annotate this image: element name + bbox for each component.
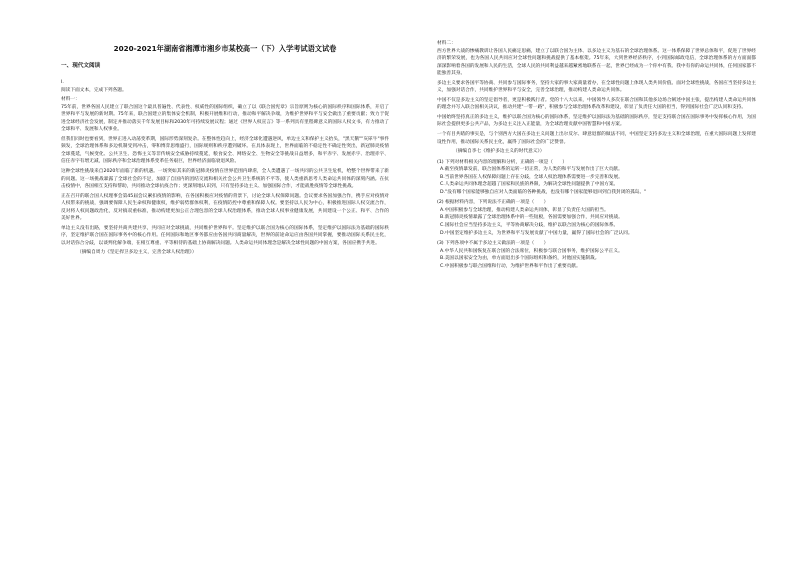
paragraph: 中国始终坚持真正的多边主义，维护以联合国为核心的国际体系，坚定维护以国际法为基础的国际秩序，坚定支持联合国在国际事务中发挥核心作用，为国际社会提供更多公共产品，为多边主义注入正能量，为全球治理贡献中国智慧和中国方案。	[437, 114, 756, 128]
question-option: C.国际社会应当坚持多边主义，平等协商解决分歧，维护以联合国为核心的国际体系。	[440, 223, 619, 229]
exam-title: 2020-2021年湖南省湘潭市湘乡市某校高一（下）入学考试语文试卷	[113, 44, 337, 53]
paragraph: 西方世界大战的惨痛教训让各国人民痛定思痛，建立了以联合国为主体、以多边主义为基石的全球治理体系。这一体系保障了世界总体和平，促进了世界经济的繁荣发展，也为各国人民共同应对全球性问题和挑战提供了基本框架。75年来，大到世界经济秩序，小到国际邮政电信，全球治理体系的方方面面都深深影响着各国的发展和人民的生活，全球人民的共同利益越来越紧密地联系在一起，世界已经成为一个你中有我、我中有你的命运共同体，任何国家都不能独善其身。	[437, 48, 756, 77]
paragraph: 单边主义没有出路，要坚持共商共建共享，共同应对全球挑战，共同维护世界和平。坚定维护以联合国为核心的国际体系，坚定维护以国际法为基础的国际秩序，坚定维护联合国在国际事务中的核心作用。任何国际和地区事务都应由各国共同商量解决，世界的前途命运应由各国共同掌握，要推动国际关系民主化，以对话弥合分歧，以谈判化解争端，在相互尊重、平等相待的基础上协商解决问题。人类命运共同体理念是解决全球性问题的中国方案，各国应携手共进。	[61, 225, 389, 246]
paragraph: 但我们同时也要看到，世界正进入动荡变革期，国际形势深刻复杂。在整体性趋向上，经济全球化遭遇逆风，单边主义和保护主义抬头，"黑天鹅""灰犀牛"事件频发，全球治理体系和多边机制受到冲击，零和博弈思维盛行，国际规则和秩序遭到破坏。在具体表现上，世界面临的不稳定性不确定性突出，新冠肺炎疫情全球蔓延，气候变化、公共卫生、恐怖主义等非传统安全威胁持续蔓延，粮食安全、网络安全、生物安全等挑战日益增多，和平赤字、发展赤字、治理赤字、信任赤字有增无减，国际秩序和全球治理体系变革任务艰巨，世界经济面临衰退风险。	[61, 136, 389, 165]
material-one-label: 材料一：	[61, 97, 80, 103]
question-stem: (1) 下列对材料相关内容的理解和分析，正确的一项是（ ）	[437, 159, 568, 165]
question-option: B.当前世界各国在人权保障问题上存在分歧，全球人权治理体系需要进一步完善和发展。	[440, 174, 623, 180]
right-page	[397, 0, 794, 562]
paragraph: 中国不仅是多边主义的坚定倡导者，更是积极践行者。党的十八大以来，中国领导人多次在联合国和其他多边场合阐述中国主张，提出构建人类命运共同体的理念并写入联合国相关决议，推动共建"一带一路"，积极参与全球治理体系改革和建设，彰显了负责任大国的担当，得到国际社会广泛认同和支持。	[437, 97, 756, 111]
question-option: B.美国以国家安全为由，单方面退出多个国际组织和条约，对他国实施制裁。	[440, 256, 600, 262]
question-stem: (2) 根据材料内容，下列说法不正确的一项是（ ）	[437, 200, 549, 206]
paragraph: 正在召开的联合国人权理事会第45届会议紧扣疫情的影响，在各国积极应对疫情的背景下，讨论全球人权保障问题。会议要求各国加强合作，携手应对疫情对人权带来的挑战，强调要保障人民生命权和健康权，维护弱势群体权利，在疫情防控中尊重和保障人权。要坚持以人民为中心，积极推进国际人权交流合作，反对将人权问题政治化，反对搞双重标准，推动构建更加公正合理包容的全球人权治理体系，推动全球人权事业健康发展，共同建设一个公正、和平、合作的美好世界。	[61, 193, 389, 222]
paragraph: 这种全球性挑战来自2020年面临了新的机遇。一场突如其来的新冠肺炎疫情在世界范围内肆虐，全人类遭遇了一场共同的公共卫生危机，给整个世界带来了新的问题。这一场挑战暴露了全球社会的不足，加剧了自国内的团结交流和相关社会公共卫生系统的不平等，使人类重新思考人类命运共同体的深刻内涵。在抗击疫情中，各国相互支持和帮助，共同推动全球抗疫合作；更深刻地认识到，只有坚持多边主义、加强国际合作，才能战胜疫情等全球性挑战。	[61, 169, 389, 190]
part-number: I.	[61, 80, 64, 85]
question-option: A.截至疫情暴发前，联合国体系的运转一切正常，为人类的和平与发展作出了巨大贡献。	[440, 167, 623, 173]
source-citation: （摘编自李七《维护多边主义的时代意义》）	[453, 149, 545, 155]
question-option: C.中国积极参与联合国维和行动，为维护世界和平作出了重要贡献。	[440, 263, 581, 269]
question-option: A.中国积极参与全球治理，推动构建人类命运共同体，彰显了负责任大国的担当。	[440, 207, 609, 213]
paragraph: 多边主义要求各国平等协商、共同参与国际事务，坚持大家的事大家商量着办，在全球性问题上体现人类共同价值。面对全球性挑战，各国应当坚持多边主义，加强对话合作，共同维护世界和平与安全，完善全球治理，推动构建人类命运共同体。	[437, 80, 756, 94]
question-option: D."没有哪个国家能够独自应对人类面临的各种挑战，也没有哪个国家能够退回到自我封闭的孤岛。"	[440, 189, 647, 195]
question-option: B.新冠肺炎疫情暴露了全球治理体系中的一些短板，各国需要加强合作，共同应对挑战。	[440, 215, 623, 221]
section-heading: 一、现代文阅读	[61, 63, 101, 69]
question-stem: (3) 下列各项中不属于多边主义做法的一项是（ ）	[437, 241, 549, 247]
instruction-text: 阅读下面文本，完成下列各题。	[61, 87, 127, 93]
paragraph: 75年前，世界各国人民建立了联合国这个最具普遍性、代表性、权威性的国际组织，确立了以《联合国宪章》宗旨原则为核心的国际秩序和国际体系，开启了世界和平与发展的新时期。75年来，联合国建立的集体安全机制，积极开展维和行动，推动和平解决争端，为维护世界和平与安全做出了重要贡献；致力于促进全球经济社会发展，制定并推动落实千年发展目标和2030年可持续发展议程；通过《世界人权宣言》等一系列具有里程碑意义的国际人权文书，有力推动了全球和平、发展和人权事业。	[61, 104, 389, 133]
question-option: D.中国坚定维护多边主义，为世界和平与发展贡献了中国力量，赢得了国际社会的广泛认同。	[440, 230, 633, 236]
paragraph: 一个有目共睹的事实是，与个别西方大国在多边主义问题上出尔反尔、肆意退群的做法不同，中国坚定支持多边主义和全球治理，在重大国际问题上发挥建设性作用，推动国际关系民主化，赢得了国际社会的广泛赞誉。	[437, 132, 756, 145]
material-two-label: 材料二：	[437, 41, 456, 46]
question-option: A.中华人民共和国恢复在联合国的合法席位，积极参与联合国事务，维护国际公平正义。	[440, 248, 623, 254]
source-citation: （摘编自周力《坚定捍卫多边主义，完善全球人权治理》）	[77, 250, 197, 256]
question-option: C.人类命运共同体理念超越了国家和民族的界限，为解决全球性问题提供了中国方案。	[440, 182, 619, 188]
